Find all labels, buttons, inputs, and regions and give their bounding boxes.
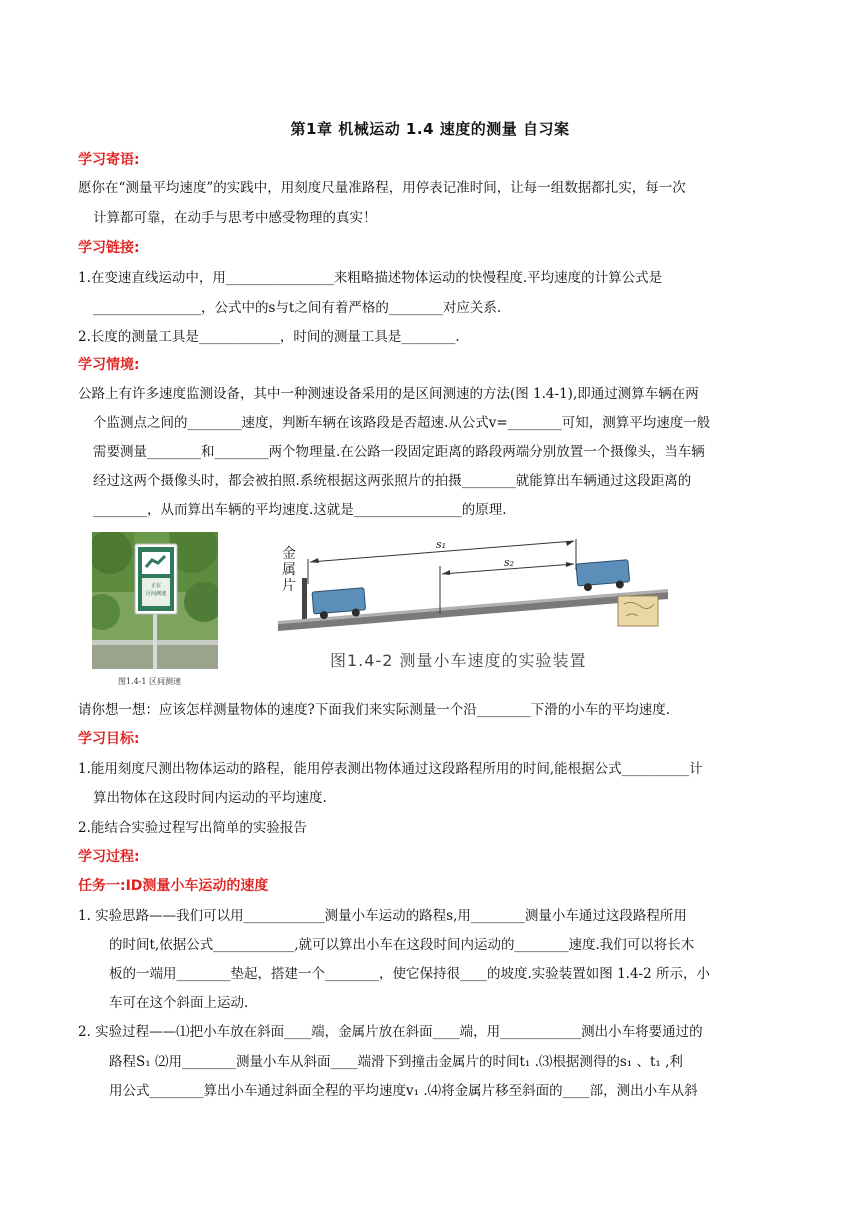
- task1-step2-line-3: 用公式________算出小车通过斜面全程的平均速度v₁ .⑷将金属片移至斜面的____部，测出小车从斜: [109, 1083, 698, 1099]
- page-title: 第1章 机械运动 1.4 速度的测量 自习案: [290, 120, 570, 138]
- task1-step2-line-2: 路程S₁ ⑵用________测量小车从斜面____端滑下到撞击金属片的时间t₁ .⑶根据测得的s₁ 、t₁ ,利: [109, 1054, 683, 1070]
- qingjing-line-3: 需要测量________和________两个物理量.在公路一段固定距离的路段两端分别放置一个摄像头，当车辆: [93, 444, 705, 460]
- metal-plate-label: 金属片: [282, 546, 296, 594]
- speed-camera-photo: [92, 532, 218, 669]
- task1-step1-line-2: 的时间t,依据公式____________,就可以算出小车在这段时间内运动的________速度.我们可以将长木: [109, 937, 695, 953]
- s1-label: s₁: [436, 538, 447, 551]
- mubiao-line-3: 2.能结合实验过程写出简单的实验报告: [78, 820, 307, 836]
- lianjie-line-1: 1.在变速直线运动中，用________________来粗略描述物体运动的快慢程度.平均速度的计算公式是: [78, 270, 663, 286]
- qingjing-line-4: 经过这两个摄像头时，都会被拍照.系统根据这两张照片的拍摄________就能算出车辆通过这段距离的: [93, 473, 692, 489]
- sign-text-2: 区间测速: [145, 591, 166, 597]
- figure-area: [78, 528, 778, 693]
- task1-step1-line-1: 1. 实验思路——我们可以用____________测量小车运动的路程s,用________测量小车通过这段路程所用: [78, 908, 687, 924]
- photo-caption: 图1.4-1 区间测速: [118, 677, 182, 686]
- heading-guocheng: 学习过程:: [78, 849, 140, 865]
- speed-camera-photo-svg: [92, 532, 218, 669]
- task1-step2-line-1: 2. 实验过程——⑴把小车放在斜面____端，金属片放在斜面____端，用____________测出小车将要通过的: [78, 1024, 703, 1040]
- mubiao-line-1: 1.能用刻度尺测出物体运动的路程，能用停表测出物体通过这段路程所用的时间,能根据公式__________计: [78, 761, 703, 777]
- qingjing-line-1: 公路上有许多速度监测设备，其中一种测速设备采用的是区间测速的方法(图 1.4-1),即通过测算车辆在两: [78, 386, 699, 402]
- qingjing-line-5: ________，从而算出车辆的平均速度.这就是________________的原理.: [93, 502, 507, 518]
- heading-jiyu: 学习寄语:: [78, 152, 140, 168]
- task1-heading: 任务一:ID测量小车运动的速度: [78, 878, 269, 894]
- qingjing-line-2: 个监测点之间的________速度，判断车辆在该路段是否超速.从公式v=________可知，测算平均速度一般: [93, 415, 711, 431]
- think-line: 请你想一想：应该怎样测量物体的速度?下面我们来实际测量一个沿________下滑的小车的平均速度.: [78, 702, 671, 718]
- heading-qingjing: 学习情境:: [78, 357, 140, 373]
- jiyu-line-1: 愿你在“测量平均速度”的实践中，用刻度尺量准路程，用停表记准时间，让每一组数据都扎实，每一次: [78, 180, 686, 196]
- heading-lianjie: 学习链接:: [78, 240, 140, 256]
- lianjie-line-2: ________________，公式中的s与t之间有着严格的________对应关系.: [93, 300, 502, 316]
- heading-mubiao: 学习目标:: [78, 731, 140, 747]
- sign-text-1: 正在: [150, 583, 161, 589]
- s2-label: s₂: [504, 556, 515, 569]
- task1-step1-line-4: 车可在这个斜面上运动.: [109, 995, 249, 1011]
- jiyu-line-2: 计算都可靠，在动手与思考中感受物理的真实！: [93, 210, 377, 226]
- ramp-diagram: [268, 534, 678, 649]
- lianjie-line-3: 2.长度的测量工具是____________，时间的测量工具是________.: [78, 329, 460, 345]
- mubiao-line-2: 算出物体在这段时间内运动的平均速度.: [93, 790, 327, 806]
- diagram-caption: 图1.4-2 测量小车速度的实验装置: [330, 651, 587, 670]
- task1-step1-line-3: 板的一端用________垫起，搭建一个________，使它保持很____的坡度.实验装置如图 1.4-2 所示，小: [109, 966, 710, 982]
- ramp-diagram-svg: [268, 534, 678, 649]
